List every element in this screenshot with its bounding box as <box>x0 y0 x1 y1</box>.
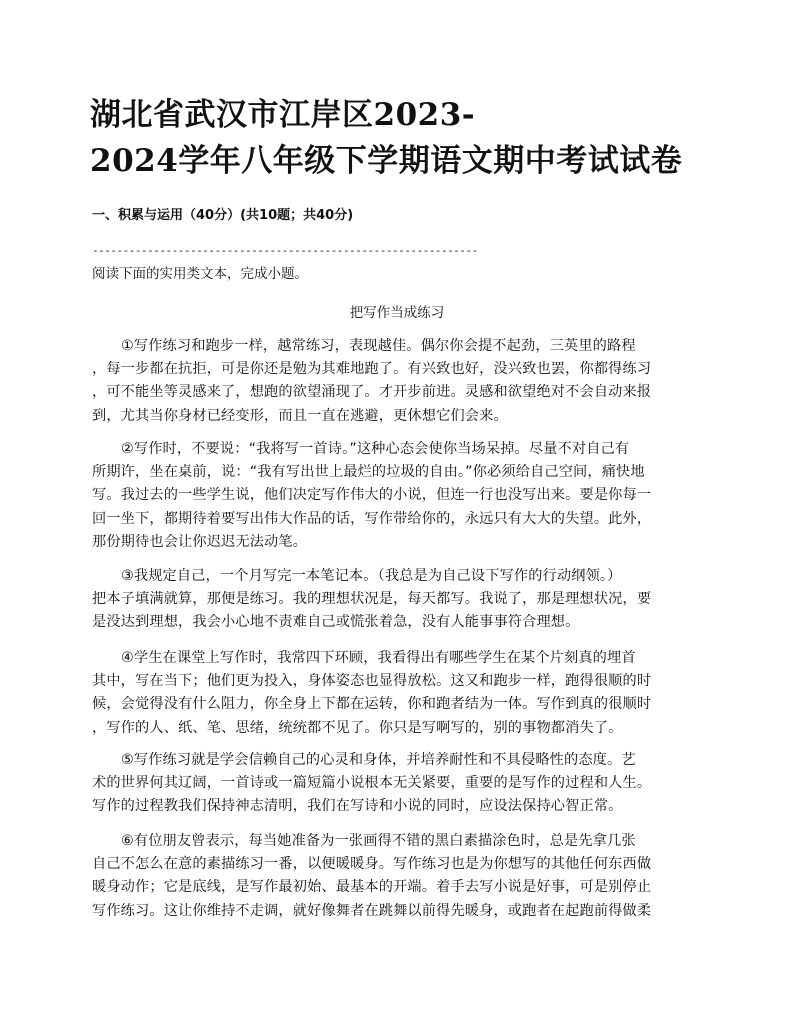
paragraph-4 <box>92 647 705 740</box>
section-heading: 一、积累与运用（40分）(共10题；共40分) <box>92 208 354 223</box>
text-line: ，可不能坐等灵感来了，想跑的欲望涌现了。才开步前进。灵感和欲望绝对不会自动来报 <box>92 384 652 401</box>
text-line: 写。我过去的一些学生说，他们决定写作伟大的小说，但连一行也没写出来。要是你每一 <box>92 487 652 504</box>
text-line: 那份期待也会让你迟迟无法动笔。 <box>92 533 308 550</box>
paragraph-5 <box>92 749 705 819</box>
text-line: 是没达到理想，我会小心地不责难自己或慌张着急，没有人能事事符合理想。 <box>92 614 580 631</box>
text-line: 把本子填满就算，那便是练习。我的理想状况是，每天都写。我说了，那是理想状况，要 <box>92 591 652 608</box>
paragraph-3 <box>92 565 705 635</box>
text-line: ⑤写作练习就是学会信赖自己的心灵和身体，并培养耐性和不具侵略性的态度。艺 <box>121 752 636 768</box>
text-line: ①写作练习和跑步一样，越常练习，表现越佳。偶尔你会提不起劲，三英里的路程 <box>121 338 636 354</box>
reading-instruction: 阅读下面的实用类文本，完成小题。 <box>92 266 308 282</box>
text-line: ②写作时，不要说：“我将写一首诗。”这种心态会使你当场呆掉。尽量不对自己有 <box>121 441 630 457</box>
text-line: 到，尤其当你身材已经变形，而且一直在逃避，更休想它们会来。 <box>92 407 508 424</box>
article-title: 把写作当成练习 <box>349 305 445 321</box>
text-line: 写作练习。这让你维持不走调，就好像舞者在跳舞以前得先暖身，或跑者在起跑前得做柔 <box>92 902 652 919</box>
document-title <box>90 92 730 184</box>
text-line: ⑥有位朋友曾表示，每当她准备为一张画得不错的黑白素描涂色时，总是先拿几张 <box>121 833 636 849</box>
text-line: ，写作的人、纸、笔、思绪，统统都不见了。你只是写啊写的，别的事物都消失了。 <box>92 719 623 736</box>
text-line: 写作的过程教我们保持神志清明，我们在写诗和小说的同时，应设法保持心智正常。 <box>92 798 623 815</box>
title-line: 湖北省武汉市江岸区2023- <box>90 97 476 133</box>
paragraph-6 <box>92 830 705 923</box>
text-line: 暖身动作；它是底线，是写作最初始、最基本的开端。着手去写小说是好事，可是别停止 <box>92 879 652 896</box>
text-line: ④学生在课堂上写作时，我常四下环顾，我看得出有哪些学生在某个片刻真的埋首 <box>121 650 636 666</box>
text-line: ③我规定自己，一个月写完一本笔记本。（我总是为自己设下写作的行动纲领。） <box>121 568 622 584</box>
divider-line: --------------------------------------------------------------- <box>92 244 478 257</box>
paragraph-1 <box>92 335 705 428</box>
text-line: 自己不怎么在意的素描练习一番，以便暖暖身。写作练习也是为你想写的其他任何东西做 <box>92 856 652 873</box>
text-line: 所期许，坐在桌前，说：“我有写出世上最烂的垃圾的自由。”你必须给自己空间，痛快地 <box>92 464 645 481</box>
text-line: ，每一步都在抗拒，可是你还是勉为其难地跑了。有兴致也好，没兴致也罢，你都得练习 <box>92 361 652 378</box>
text-line: 其中，写在当下；他们更为投入，身体姿态也显得放松。这又和跑步一样，跑得很顺的时 <box>92 673 652 690</box>
text-line: 术的世界何其辽阔，一首诗或一篇短篇小说根本无关紧要，重要的是写作的过程和人生。 <box>92 775 652 792</box>
text-line: 回一坐下，都期待着要写出伟大作品的话，写作带给你的，永远只有大大的失望。此外， <box>92 510 652 527</box>
title-line: 2024学年八年级下学期语文期中考试试卷 <box>90 143 683 179</box>
paragraph-2 <box>92 438 705 554</box>
text-line: 候，会觉得没有什么阻力，你全身上下都在运转，你和跑者结为一体。写作到真的很顺时 <box>92 696 652 713</box>
